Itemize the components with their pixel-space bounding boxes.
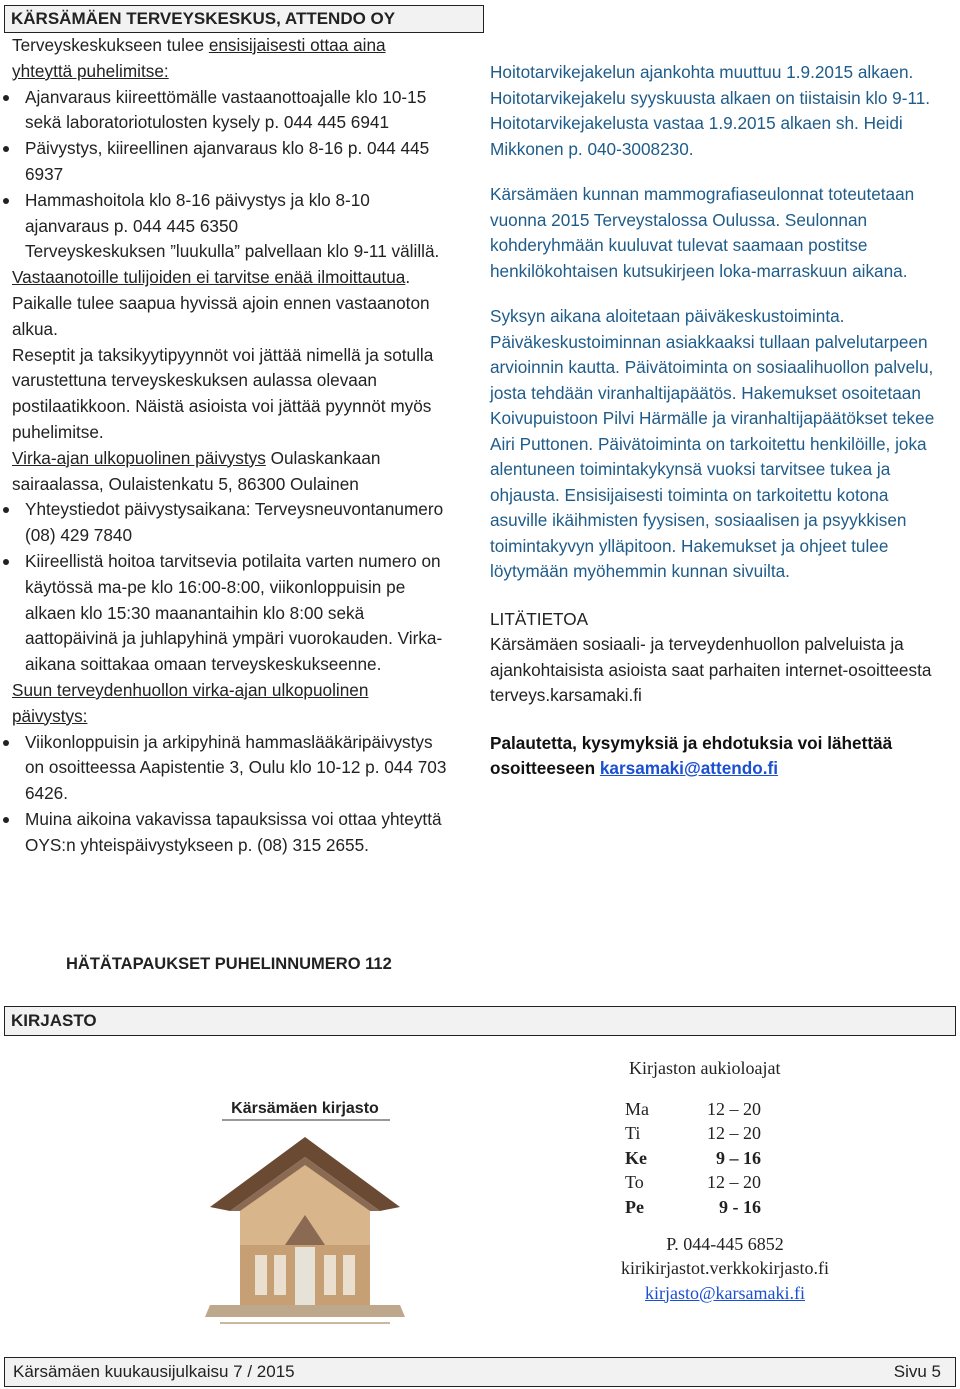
library-web: kirikirjastot.verkkokirjasto.fi xyxy=(621,1258,829,1278)
feedback-note xyxy=(490,731,950,782)
library-section-heading xyxy=(4,1006,956,1036)
registration-rest: . Paikalle tulee saapua hyvissä ajoin ennen vastaanoton alkua. xyxy=(12,267,430,339)
hours-row xyxy=(625,1122,761,1147)
hours-time: 12 – 20 xyxy=(707,1098,761,1119)
bullet-emergency: Päivystys, kiireellinen ajanvaraus klo 8-16 p. 044 445 6937 xyxy=(12,136,448,188)
publication-name: Kärsämäen kuukausijulkaisu 7 / 2015 xyxy=(13,1362,295,1381)
bullet-urgent-care: Kiireellistä hoitoa tarvitsevia potilaita varten numero on käytössä ma-pe klo 16:00-8:00, viikonloppuisin pe alkaen klo 15:30 maanantaihin klo 8:00 sekä aattopäivinä ja juhlapyhinä ympäri vuorokauden. Virka-aikana soittakaa omaan terveyskeskukseenne. xyxy=(12,549,448,678)
hours-day: To xyxy=(625,1172,644,1193)
bullet-dental: Hammashoitola klo 8-16 päivystys ja klo 8-10 ajanvaraus p. 044 445 6350 xyxy=(12,188,448,240)
after-hours-note xyxy=(12,446,448,498)
hours-row xyxy=(625,1171,761,1196)
dental-after-hours xyxy=(12,678,448,730)
after-hours-rest: Oulaskankaan sairaalassa, Oulaistenkatu 5, 86300 Oulainen xyxy=(12,447,381,494)
bullet-appointment: Ajanvaraus kiireettömälle vastaanottoajalle klo 10-15 sekä laboratoriotulosten kysely p. 044 445 6941 xyxy=(12,85,448,137)
hours-row xyxy=(625,1195,761,1220)
hours-title: Kirjaston aukioloajat xyxy=(629,1058,781,1078)
feedback-text: Palautetta, kysymyksiä ja ehdotuksia voi lähettää osoitteeseen xyxy=(490,732,893,778)
registration-underlined: Vastaanotoille tulijoiden ei tarvitse enää ilmoittautua xyxy=(12,267,406,288)
hours-table xyxy=(625,1097,761,1220)
logo-text: Kärsämäen kirjasto xyxy=(231,1100,379,1117)
library-logo xyxy=(200,1095,410,1335)
emergency-number: HÄTÄTAPAUKSET PUHELINNUMERO 112 xyxy=(66,955,392,973)
library-hours-panel xyxy=(595,1058,835,1305)
right-column xyxy=(490,60,950,782)
intro-text: Terveyskeskukseen tulee xyxy=(12,35,209,55)
intro-underlined: ensisijaisesti ottaa aina yhteyttä puhelimitse: xyxy=(12,35,386,81)
feedback-email-link[interactable]: karsamaki@attendo.fi xyxy=(599,758,779,778)
library-heading-text: KIRJASTO xyxy=(11,1011,97,1030)
prescriptions-note: Reseptit ja taksikyytipyynnöt voi jättää nimellä ja sotulla varustettuna terveyskeskuksen aulassa olevaan postilaatikkoon. Näistä asioista voi jättää pyynnöt myös puhelimitse. xyxy=(12,344,434,442)
bullet-contact-info: Yhteystiedot päivystysaikana: Terveysneuvontanumero (08) 429 7840 xyxy=(12,497,448,549)
library-phone: P. 044-445 6852 xyxy=(666,1233,784,1254)
hours-time: 9 - 16 xyxy=(719,1196,761,1217)
hours-day: Ke xyxy=(625,1147,647,1168)
hours-row xyxy=(625,1097,761,1122)
intro-paragraph xyxy=(12,33,448,85)
bullet-weekend-dental: Viikonloppuisin ja arkipyhinä hammaslääkäripäivystys on osoitteessa Aapistentie 3, Oulu klo 10-12 p. 044 703 6426. xyxy=(12,730,448,807)
supplies-distribution: Hoitotarvikejakelun ajankohta muuttuu 1.9.2015 alkaen. Hoitotarvikejakelu syyskuusta alkaen on tiistaisin klo 9-11. Hoitotarvikejakelusta vastaa 1.9.2015 alkaen sh. Heidi Mikkonen p. 040-3008230. xyxy=(490,62,931,159)
registration-note xyxy=(12,265,448,342)
hours-row xyxy=(625,1146,761,1171)
after-hours-underlined: Virka-ajan ulkopuolinen päivystys xyxy=(12,447,266,468)
dental-after-hours-underlined: Suun terveydenhuollon virka-ajan ulkopuolinen päivystys: xyxy=(12,679,369,726)
health-column xyxy=(12,33,448,859)
hours-day: Pe xyxy=(625,1196,644,1217)
mammography-note: Kärsämäen kunnan mammografiaseulonnat toteutetaan vuonna 2015 Terveystalossa Oulussa. Seulonnan kohderyhmään kuuluvat tulevat saamaan postitse henkilökohtaisen kutsukirjeen loka-marraskuun aikana. xyxy=(490,184,915,281)
library-building-illustration xyxy=(200,1095,410,1335)
hours-time: 12 – 20 xyxy=(707,1123,761,1144)
hours-time: 9 – 16 xyxy=(716,1147,761,1168)
hours-time: 12 – 20 xyxy=(707,1172,761,1193)
bullet-oys: Muina aikoina vakavissa tapauksissa voi ottaa yhteyttä OYS:n yhteispäivystykseen p. (08) 315 2655. xyxy=(12,807,448,859)
info-heading: LITÄTIETOA xyxy=(490,608,589,629)
hours-day: Ma xyxy=(625,1098,649,1119)
library-contact xyxy=(595,1232,855,1306)
health-section-heading xyxy=(4,5,484,33)
library-email-link[interactable]: kirjasto@karsamaki.fi xyxy=(644,1282,806,1303)
page-footer xyxy=(4,1357,956,1387)
window-hours: Terveyskeskuksen ”luukulla” palvellaan klo 9-11 välillä. xyxy=(25,241,440,262)
day-center-note: Syksyn aikana aloitetaan päiväkeskustoiminta. Päiväkeskustoiminnan asiakkaaksi tullaan palvelutarpeen arvioinnin kautta. Päivätoiminta on sosiaalihuollon palvelu, josta tehdään viranhaltijapäätös. Hakemukset osoitetaan Koivupuistoon Pilvi Härmälle ja viranhaltijapäätökset tekee Airi Puttonen. Päivätoiminta on tarkoitettu henkilöille, joka alentuneen toimintakykynsä vuoksi tarvitsee tukea ja ohjausta. Ensisijaisesti toiminta on tarkoitettu kotona asuville ikäihmisten fyysisen, sosiaalisen ja psyykkisen toimintakyvyn ylläpitoon. Hakemukset ja ohjeet tulee löytymään myöhemmin kunnan sivuilta. xyxy=(490,306,935,581)
page-number: Sivu 5 xyxy=(893,1362,941,1381)
info-text: Kärsämäen sosiaali- ja terveydenhuollon palveluista ja ajankohtaisista asioista saat parhaiten internet-osoitteesta terveys.karsamaki.fi xyxy=(490,634,932,705)
health-heading-text: KÄRSÄMÄEN TERVEYSKESKUS, ATTENDO OY xyxy=(11,9,396,28)
hours-day: Ti xyxy=(625,1123,641,1144)
